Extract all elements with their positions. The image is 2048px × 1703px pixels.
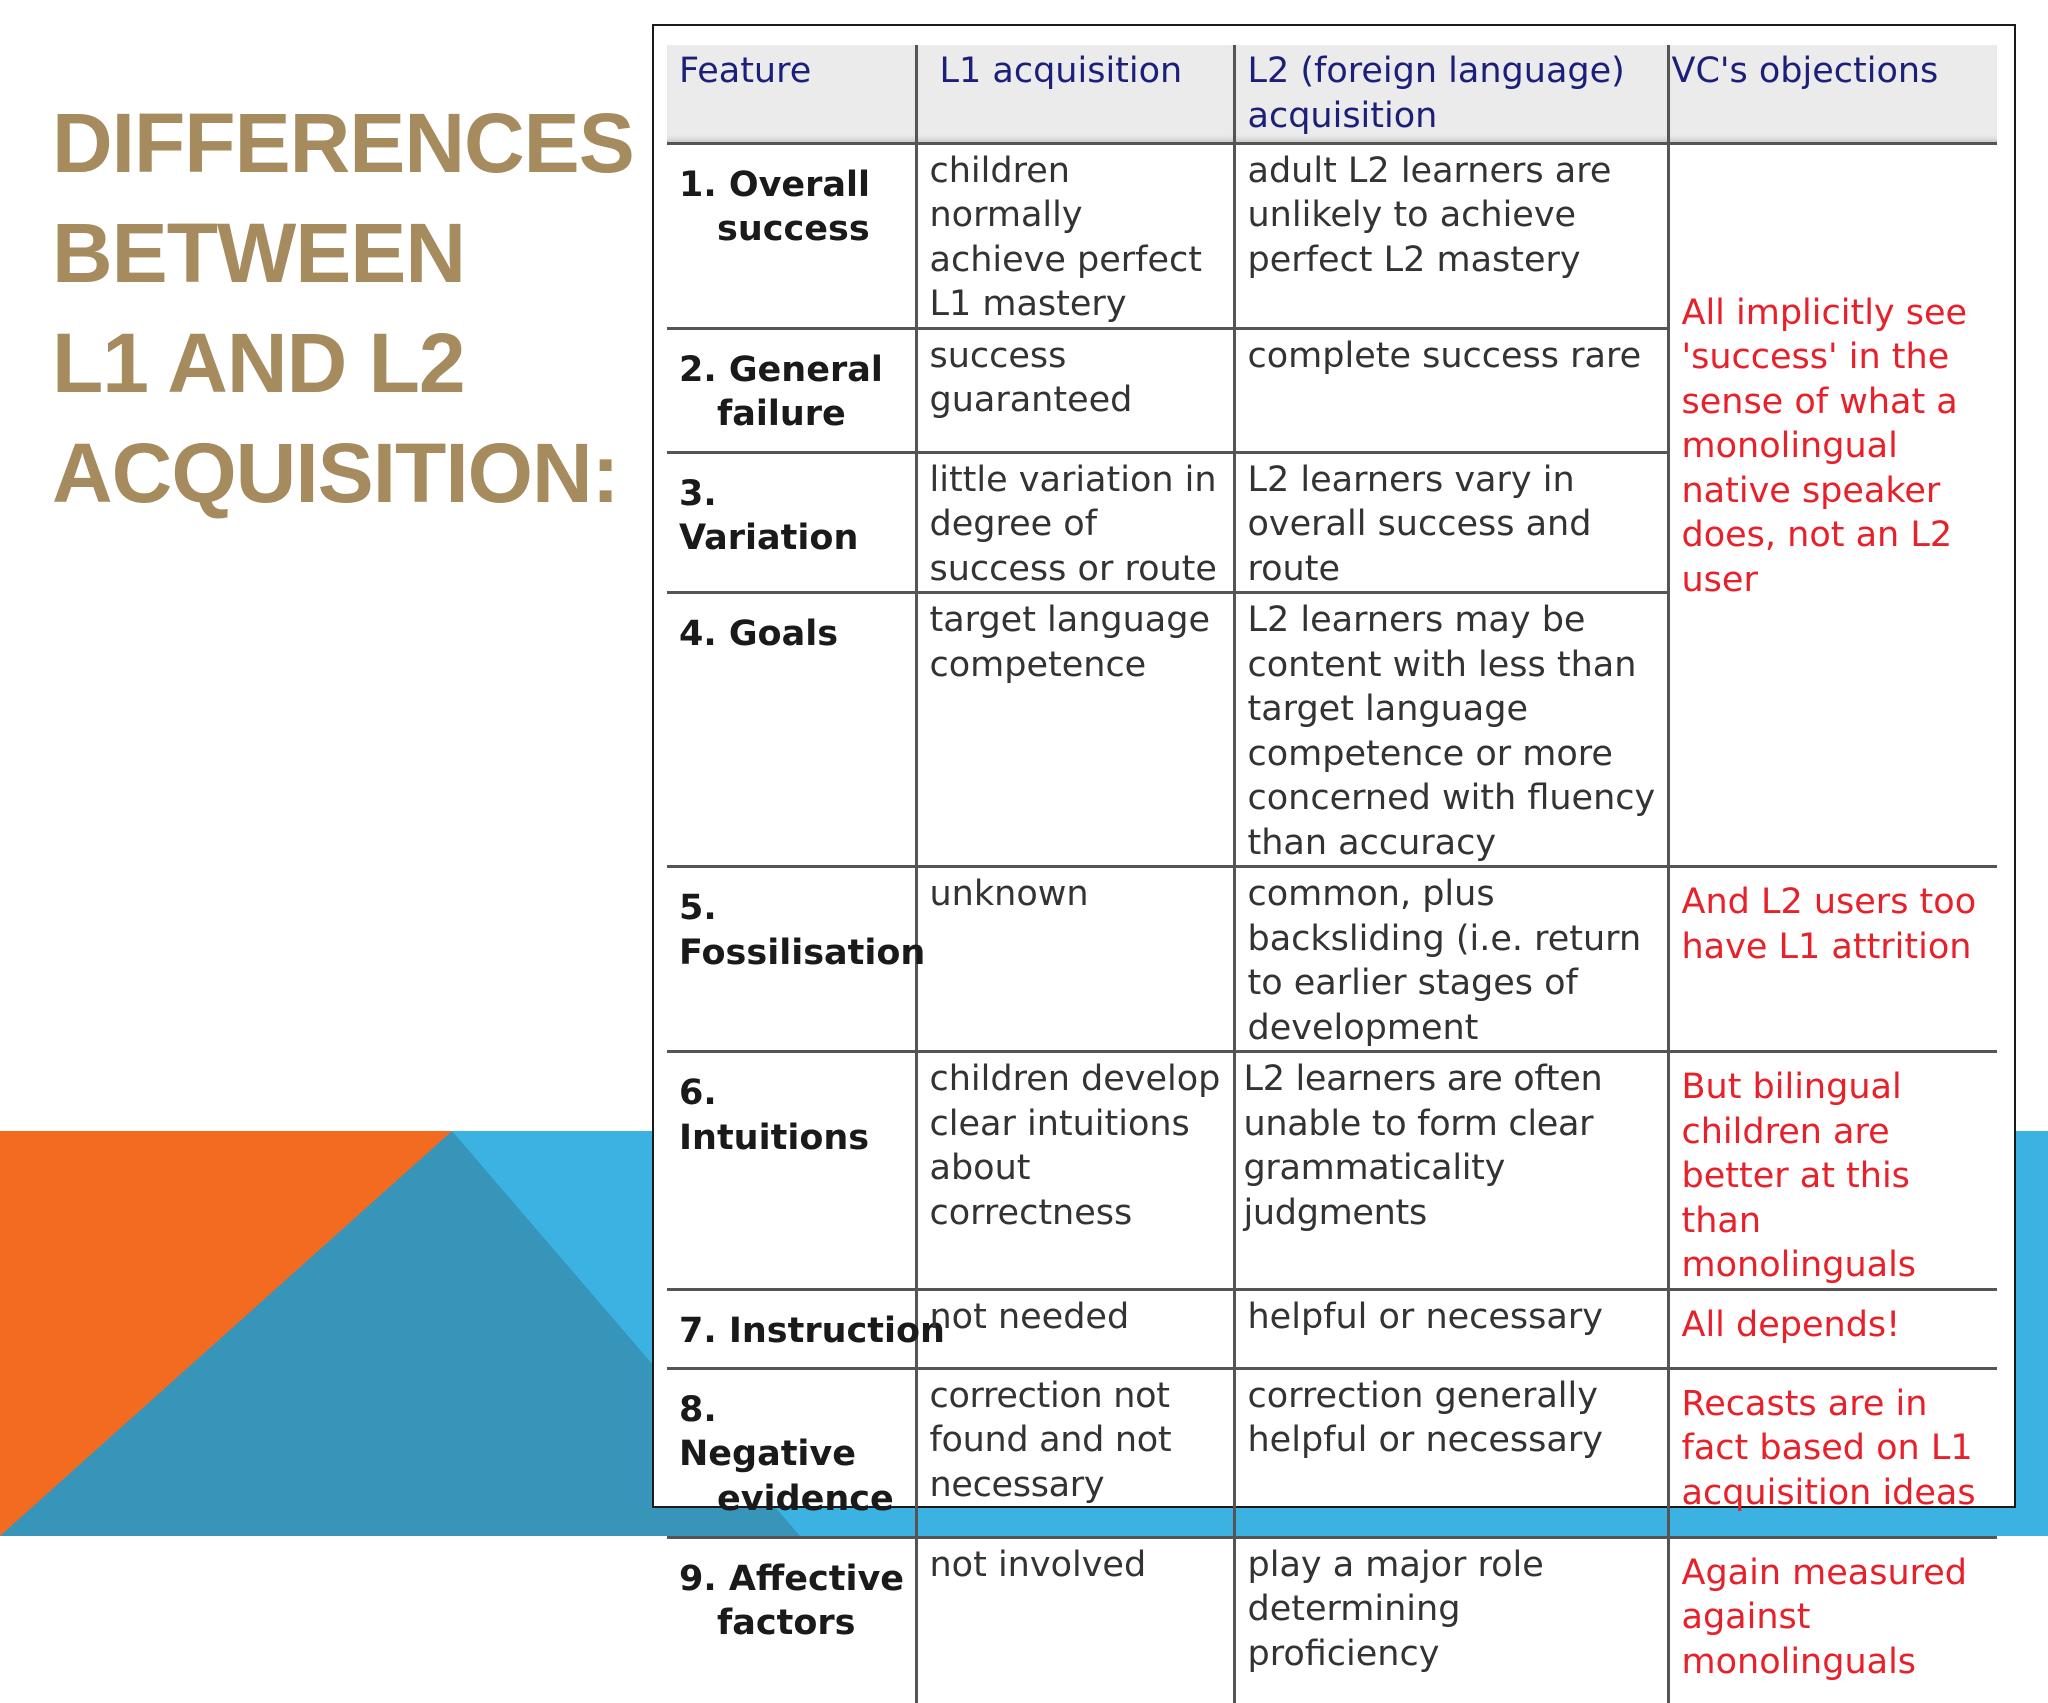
feature-continuation: Fossilisation <box>679 932 926 973</box>
l1-cell: success guaranteed <box>916 328 1234 452</box>
feature-number: 7. Instruction <box>679 1310 945 1351</box>
l2-cell: L2 learners are often unable to form clear grammaticality judgments <box>1234 1052 1668 1290</box>
feature-number: 8. Negative <box>679 1389 856 1474</box>
l2-cell: L2 learners may be content with less than target language competence or more concerned with fluency than accuracy <box>1234 593 1668 867</box>
title-line-4: ACQUISITION: <box>52 426 619 520</box>
objection-cell <box>1668 143 1997 867</box>
feature-cell <box>667 452 916 593</box>
title-line-2: BETWEEN <box>52 206 465 300</box>
feature-number: 2. General <box>679 349 883 390</box>
table-row <box>667 1289 1997 1368</box>
objection-cell: Again measured against monolinguals <box>1668 1537 1997 1703</box>
title-line-1: DIFFERENCES <box>52 96 634 190</box>
feature-continuation: evidence <box>717 1478 894 1519</box>
feature-continuation: failure <box>717 394 846 434</box>
l2-cell: correction generally helpful or necessary <box>1234 1368 1668 1537</box>
l1-cell: little variation in degree of success or route <box>916 452 1234 593</box>
feature-cell <box>667 1052 916 1290</box>
l1-cell: not needed <box>916 1289 1234 1368</box>
header-l1: L1 acquisition <box>916 45 1234 143</box>
l1-cell: correction not found and not necessary <box>916 1368 1234 1537</box>
table-row <box>667 1537 1997 1703</box>
feature-number: 4. Goals <box>679 614 839 654</box>
slide-title <box>52 88 632 528</box>
feature-number: 3. Variation <box>679 473 859 558</box>
l2-cell: adult L2 learners are unlikely to achieve perfect L2 mastery <box>1234 143 1668 328</box>
feature-continuation: factors <box>717 1603 856 1643</box>
header-objections: VC's objections <box>1668 45 1997 143</box>
table-header-row <box>667 45 1997 143</box>
feature-continuation: success <box>717 209 870 249</box>
l1-cell: children develop clear intuitions about correctness <box>916 1052 1234 1290</box>
header-l2: L2 (foreign language) acquisition <box>1234 45 1668 143</box>
table-row <box>667 1052 1997 1290</box>
table-row <box>667 1368 1997 1537</box>
l2-cell: play a major role determining proficiency <box>1234 1537 1668 1703</box>
feature-cell <box>667 593 916 867</box>
l2-cell: helpful or necessary <box>1234 1289 1668 1368</box>
feature-cell <box>667 867 926 1052</box>
feature-number: 1. Overall <box>679 164 871 205</box>
objection-cell: Recasts are in fact based on L1 acquisition ideas <box>1668 1368 1997 1537</box>
feature-cell <box>667 143 916 328</box>
table-row <box>667 867 1997 1052</box>
l1-cell: target language competence <box>916 593 1234 867</box>
feature-cell <box>667 1537 916 1703</box>
l2-cell: common, plus backsliding (i.e. return to earlier stages of development <box>1234 867 1668 1052</box>
objection-cell: And L2 users too have L1 attrition <box>1668 867 1997 1052</box>
title-line-3: L1 AND L2 <box>52 316 465 410</box>
feature-cell <box>667 1289 945 1368</box>
l2-cell: L2 learners vary in overall success and route <box>1234 452 1668 593</box>
feature-cell <box>667 328 916 452</box>
l1-cell: not involved <box>916 1537 1234 1703</box>
table-row <box>667 143 1997 328</box>
l2-cell: complete success rare <box>1234 328 1668 452</box>
l1-cell: children normally achieve perfect L1 mastery <box>916 143 1234 328</box>
l1-cell: unknown <box>916 867 1234 1052</box>
feature-cell <box>667 1368 916 1537</box>
objection-cell: All depends! <box>1668 1289 1997 1368</box>
feature-number: 9. Affective <box>679 1558 905 1599</box>
objection-text: All implicitly see 'success' in the sense of what a monolingual native speaker does, not an L2 user <box>1681 292 1968 600</box>
header-feature: Feature <box>667 45 916 143</box>
objection-cell: But bilingual children are better at this than monolinguals <box>1668 1052 1997 1290</box>
comparison-table <box>667 45 1997 1703</box>
feature-number: 5. <box>679 888 717 928</box>
comparison-table-frame <box>652 24 2016 1682</box>
feature-number: 6. Intuitions <box>679 1073 870 1158</box>
